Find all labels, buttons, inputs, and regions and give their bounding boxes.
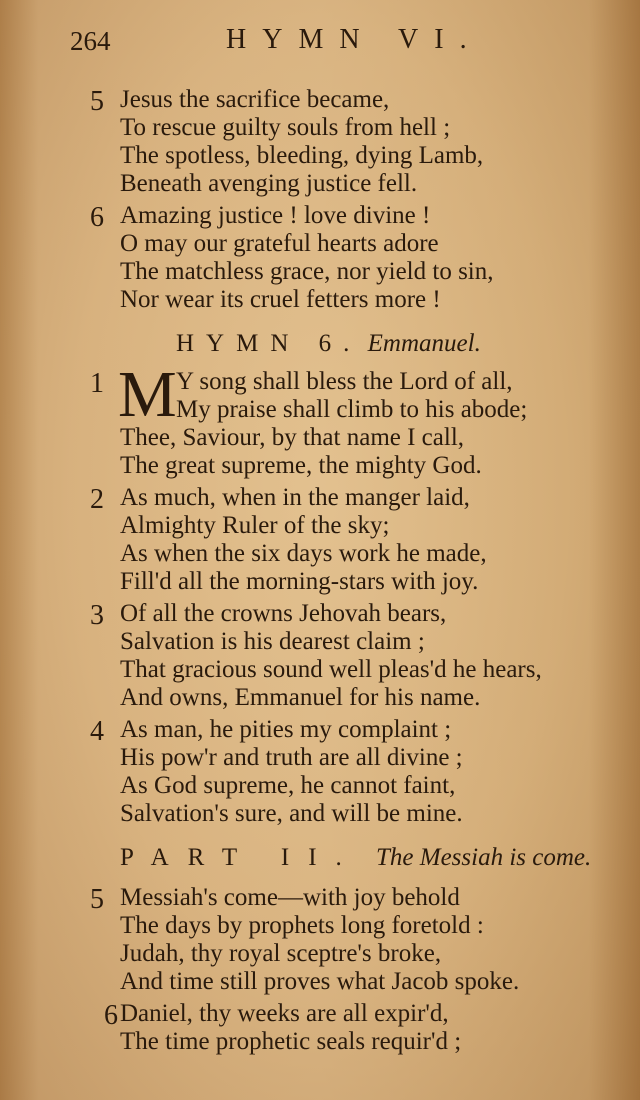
verse-line: Jesus the sacrifice became, bbox=[120, 86, 390, 113]
verse-line: Nor wear its cruel fetters more ! bbox=[120, 286, 441, 313]
verse-line: The spotless, bleeding, dying Lamb, bbox=[120, 142, 484, 169]
verse-line: As much, when in the manger laid, bbox=[120, 484, 470, 511]
verse-line: The matchless grace, nor yield to sin, bbox=[120, 258, 494, 285]
part-title bbox=[120, 844, 592, 872]
verse-line: Of all the crowns Jehovah bears, bbox=[120, 600, 447, 627]
verse-line: Thee, Saviour, by that name I call, bbox=[120, 424, 465, 451]
verse-line: And time still proves what Jacob spoke. bbox=[120, 968, 520, 995]
verse-line: The great supreme, the mighty God. bbox=[120, 452, 482, 479]
verse-line: That gracious sound well pleas'd he hears, bbox=[120, 656, 542, 683]
verse-line: Beneath avenging justice fell. bbox=[120, 170, 418, 197]
hymn-subtitle: Emmanuel. bbox=[367, 330, 481, 357]
verse-line: The days by prophets long foretold : bbox=[120, 912, 484, 939]
verse-line: Y song shall bless the Lord of all, bbox=[176, 368, 513, 395]
verse-line: Judah, thy royal sceptre's broke, bbox=[120, 940, 442, 967]
verse-line: As when the six days work he made, bbox=[120, 540, 487, 567]
verse-line: Almighty Ruler of the sky; bbox=[120, 512, 390, 539]
hymn-heading: HYMN 6. bbox=[176, 330, 362, 357]
verse-line: Amazing justice ! love divine ! bbox=[120, 202, 431, 229]
verse-line: Messiah's come—with joy behold bbox=[120, 884, 460, 911]
verse-number: 5 bbox=[90, 86, 104, 117]
verse-number: 6 bbox=[90, 202, 104, 233]
verse-number: 1 bbox=[90, 368, 104, 399]
verse-line: His pow'r and truth are all divine ; bbox=[120, 744, 463, 771]
verse-number: 2 bbox=[90, 484, 104, 515]
verse-line: O may our grateful hearts adore bbox=[120, 230, 439, 257]
verse-line: My praise shall climb to his abode; bbox=[176, 396, 528, 423]
verse-line: As God supreme, he cannot faint, bbox=[120, 772, 456, 799]
drop-cap: M bbox=[118, 358, 177, 431]
verse-number: 5 bbox=[90, 884, 104, 915]
verse-number: 4 bbox=[90, 716, 104, 747]
page-number: 264 bbox=[70, 26, 111, 56]
verse-line: Daniel, thy weeks are all expir'd, bbox=[120, 1000, 449, 1027]
verse-line: Salvation's sure, and will be mine. bbox=[120, 800, 463, 827]
verse-line: The time prophetic seals requir'd ; bbox=[120, 1028, 462, 1055]
verse-line: And owns, Emmanuel for his name. bbox=[120, 684, 481, 711]
part-heading: PART II. bbox=[120, 844, 361, 871]
verse-number: 6 bbox=[104, 1000, 118, 1031]
hymn-title bbox=[176, 330, 481, 358]
verse-number: 3 bbox=[90, 600, 104, 631]
running-head: HYMN VI. bbox=[226, 24, 483, 55]
page-header bbox=[0, 22, 640, 62]
verse-line: To rescue guilty souls from hell ; bbox=[120, 114, 451, 141]
part-subtitle: The Messiah is come. bbox=[376, 844, 592, 871]
verse-line: As man, he pities my complaint ; bbox=[120, 716, 452, 743]
verse-line: Salvation is his dearest claim ; bbox=[120, 628, 425, 655]
verse-line: Fill'd all the morning-stars with joy. bbox=[120, 568, 479, 595]
